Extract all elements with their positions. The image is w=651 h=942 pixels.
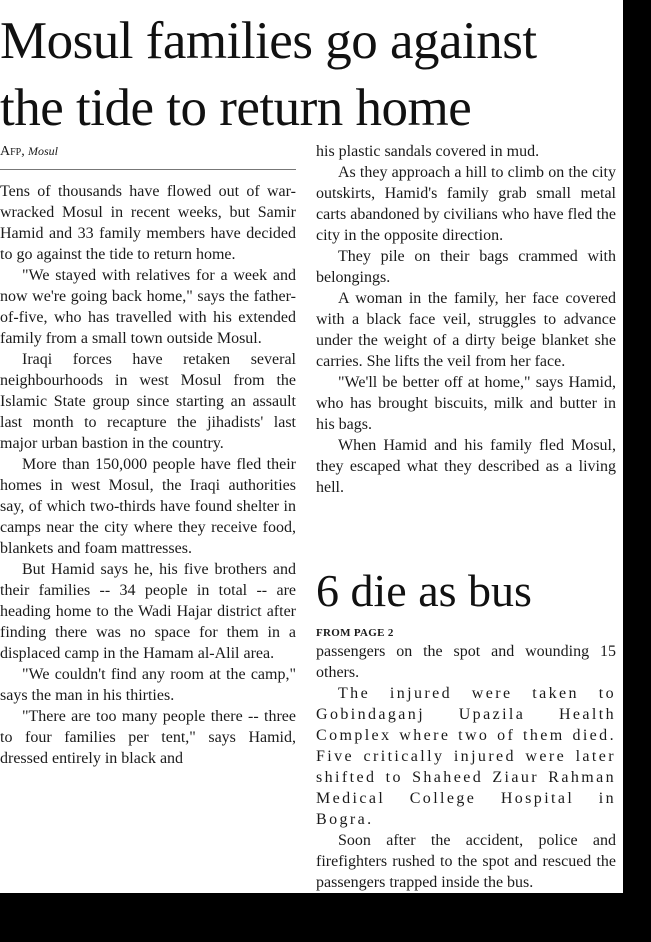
paragraph: A woman in the family, her face covered with a black face veil, struggles to advance under the weight of a dirty beige blanket she carries. She lifts the veil from her face. <box>316 290 616 370</box>
paragraph: his plastic sandals covered in mud. <box>316 143 540 160</box>
paragraph: "We couldn't find any room at the camp," says the man in his thirties. <box>0 666 296 704</box>
byline-place: Mosul <box>27 144 58 158</box>
paragraph: Soon after the accident, police and firefighters rushed to the spot and rescued the passengers trapped inside the bus. <box>316 832 616 891</box>
paragraph: More than 150,000 people have fled their homes in west Mosul, the Iraqi authorities say, of which two-thirds have found shelter in camps near the city where they receive food, blankets and foam mattresses. <box>0 456 296 557</box>
paragraph: Iraqi forces have retaken several neighbourhoods in west Mosul from the Islamic State group since starting an assault last month to recapture the jihadists' last major urban bastion in the country. <box>0 351 296 452</box>
second-story-body <box>316 641 616 893</box>
story-headline <box>0 8 537 142</box>
paragraph: "There are too many people there -- three to four families per tent," says Hamid, dressed entirely in black and <box>0 708 296 767</box>
paragraph: But Hamid says he, his five brothers and their families -- 34 people in total -- are heading home to the Wadi Hajar district after finding there was no space for them in a displaced camp in the Hamam al-Alil area. <box>0 561 296 662</box>
second-story-headline: 6 die as bus <box>316 565 532 616</box>
paragraph: The injured were taken to Gobindaganj Upazila Health Complex where two of them died. Five critically injured were later shifted to Shaheed Ziaur Rahman Medical College Hospital in Bogra. <box>316 685 616 828</box>
paragraph: Tens of thousands have flowed out of war-wracked Mosul in recent weeks, but Samir Hamid and 33 family members have decided to go against the tide to return home. <box>0 183 296 263</box>
story-column-right <box>316 141 616 498</box>
paragraph: "We stayed with relatives for a week and now we're going back home," says the father-of-five, who has travelled with his extended family from a small town outside Mosul. <box>0 267 296 347</box>
paragraph: When Hamid and his family fled Mosul, they escaped what they described as a living hell. <box>316 437 616 496</box>
byline <box>0 143 296 170</box>
continued-from-label: FROM PAGE 2 <box>316 627 394 639</box>
paragraph: As they approach a hill to climb on the city outskirts, Hamid's family grab small metal carts abandoned by civilians who have fled the city in the opposite direction. <box>316 164 616 244</box>
byline-agency: Afp, <box>0 144 25 159</box>
headline-line-2: the tide to return home <box>0 79 472 137</box>
story-column-left <box>0 181 296 769</box>
paragraph: passengers on the spot and wounding 15 others. <box>316 643 616 681</box>
headline-line-1: Mosul families go against <box>0 12 537 70</box>
paragraph: They pile on their bags crammed with belongings. <box>316 248 616 286</box>
paragraph: "We'll be better off at home," says Hamid, who has brought biscuits, milk and butter in his bags. <box>316 374 616 433</box>
